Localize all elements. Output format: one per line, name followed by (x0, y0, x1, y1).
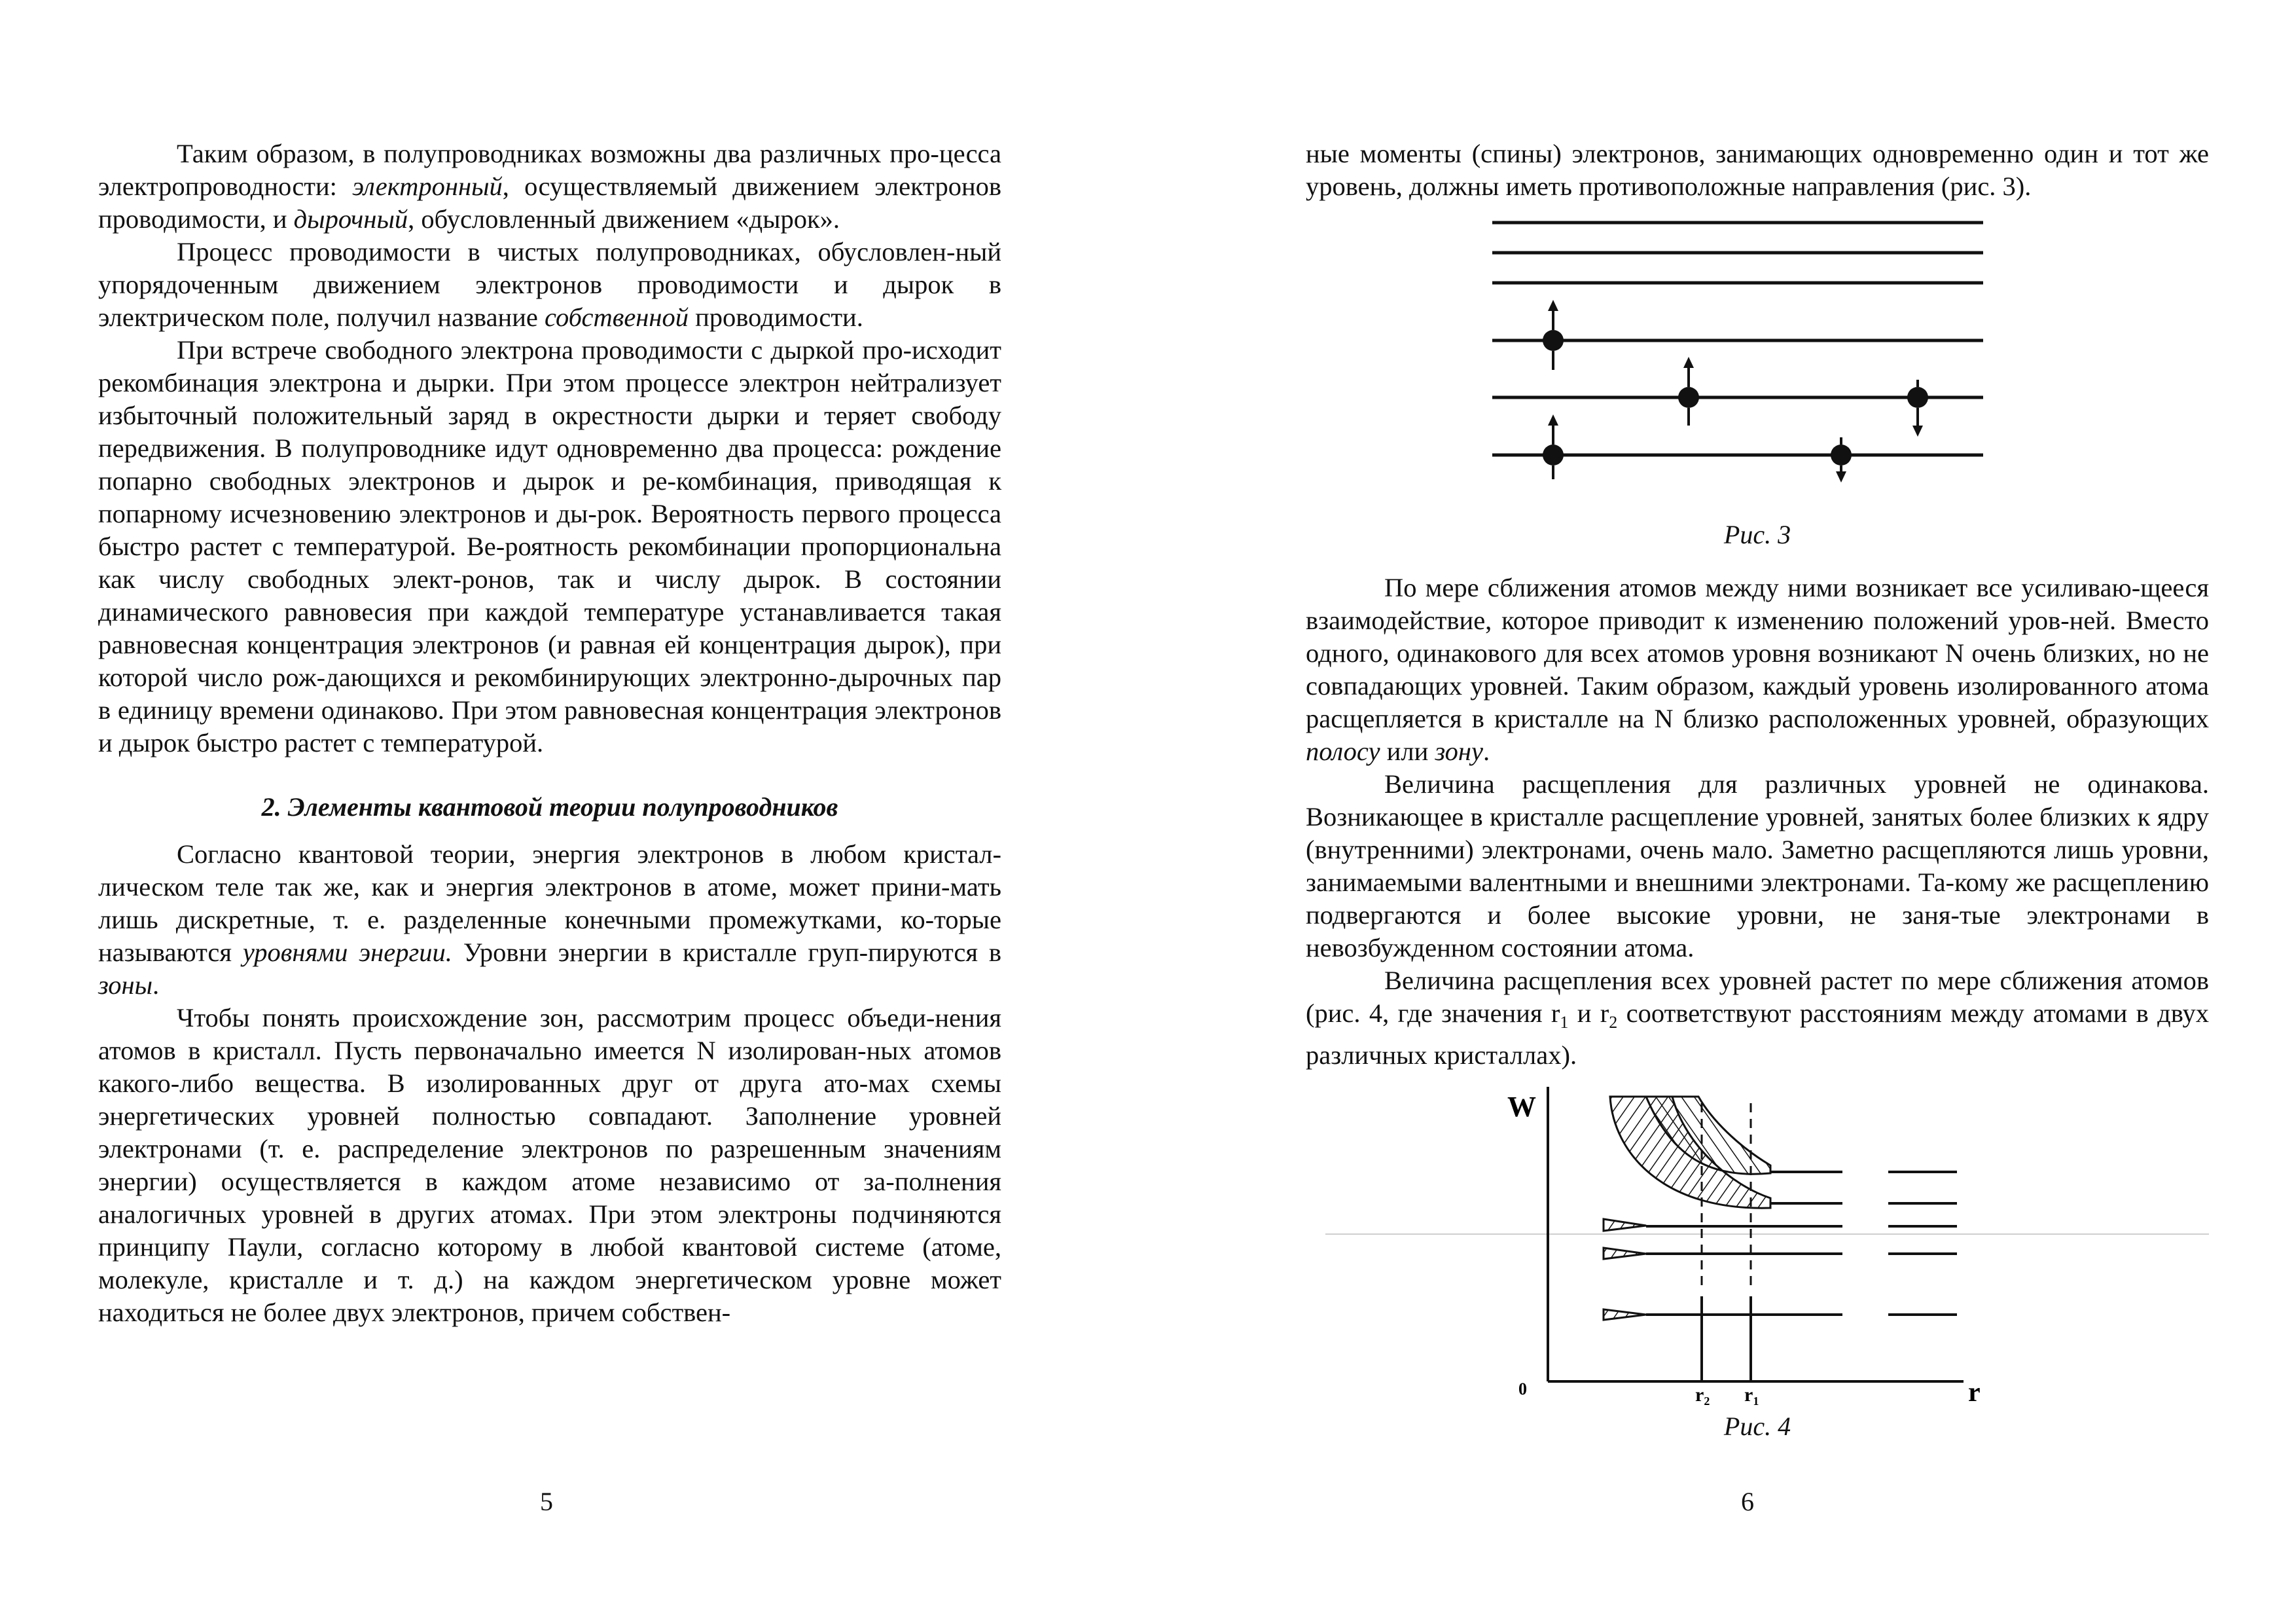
left-page-text (98, 137, 1001, 1329)
electron-spin-down (1907, 380, 1928, 437)
paragraph: Чтобы понять происхождение зон, рассмотрим процесс объеди-нения атомов в кристалл. Пусть первоначально имеется N изолирован-ных атомов какого-либо вещества. В изолированных друг от друга ато-мах схемы энергетических уровней полностью совпадают. Заполнение уровней электронами (т. е. распределение электронов по разрешенным значениям энергии) осуществляется в каждом атоме независимо от за-полнения аналогичных уровней в других атомах. При этом электроны подчиняются принципу Паули, согласно которому в любой квантовой системе (атоме, молекуле, кристалле и т. д.) на каждом энергетическом уровне может находиться не более двух электронов, причем собствен- (98, 1003, 1001, 1327)
paragraph: Таким образом, в полупроводниках возможны два различных про-цесса электропроводности: электронный, осуществляемый движением электронов проводимости, и дырочный, обусловленный движением «дырок». (98, 139, 1002, 234)
r2-label: $r_2$ (1695, 1384, 1710, 1408)
paragraph: Согласно квантовой теории, энергия электронов в любом кристал-лическом теле так же, как и энергия электронов в атоме, может прини-мать лишь дискретные, т. е. разделенные конечными промежутками, ко-торые называются уровнями энергии. Уровни энергии в кристалле груп-пируются в зоны. (98, 839, 1001, 1000)
paragraph: Величина расщепления для различных уровней не одинакова. Возникающее в кристалле расщепление уровней, занятых более близких к ядру (внутренними) электронами, очень мало. Заметно расщепляются лишь уровни, занимаемыми валентными и внешними электронами. Та-кому же расщеплению подвергаются и более высокие уровни, не заня-тые электронами в невозбужденном состоянии атома. (1306, 769, 2209, 962)
electron-spin-up (1543, 414, 1564, 479)
figure-3-energy-levels (1306, 210, 2209, 484)
section-heading: 2. Элементы квантовой теории полупроводников (261, 792, 838, 822)
page-number: 6 (1741, 1487, 1754, 1516)
figure-4-caption: Рис. 4 (1723, 1412, 1791, 1441)
electron-spin-down (1831, 437, 1852, 483)
right-page-text (1306, 572, 2209, 1072)
paragraph: По мере сближения атомов между ними возникает все усиливаю-щееся взаимодействие, которое приводит к изменению положений уров-ней. Вместо одного, одинакового для всех атомов уровня возникают N очень близких, но не совпадающих уровней. Таким образом, каждый уровень изолированного атома расщепляется в кристалле на N близко расположенных уровней, образующих полосу или зону. (1306, 573, 2209, 766)
paragraph: Величина расщепления всех уровней растет по мере сближения атомов (рис. 4, где значения $r_1$ и $r_2$ соответствуют расстояниям между атомами в двух различных кристаллах). (1306, 966, 2209, 1070)
x-axis-label: r (1968, 1377, 1981, 1408)
paragraph: Процесс проводимости в чистых полупроводниках, обусловлен-ный упорядоченным движением электронов проводимости и дырок в электрическом поле, получил название собственной проводимости. (98, 237, 1001, 332)
figure-3-caption: Рис. 3 (1723, 520, 1791, 549)
paragraph: При встрече свободного электрона проводимости с дыркой про-исходит рекомбинация электрона и дырки. При этом процессе электрон нейтрализует избыточный положительный заряд в окрестности дырки и теряет свободу передвижения. В полупроводнике идут одновременно два процесса: рождение попарно свободных электронов и дырок и ре-комбинация, приводящая к попарному исчезновению электронов и ды-рок. Вероятность первого процесса быстро растет с температурой. Ве-роятность рекомбинации пропорциональна как числу свободных элект-ронов, так и числу дырок. В состоянии динамического равновесия при каждой температуре устанавливается такая равновесная концентрация электронов (и равная ей концентрация дырок), при которой число рож-дающихся и рекомбинирующих электронно-дырочных пар в единицу времени одинаково. При этом равновесная концентрация электронов и дырок быстро растет с температурой. (98, 335, 1001, 757)
electron-spin-up (1678, 357, 1699, 426)
figure-4-band-splitting (1306, 1054, 2209, 1421)
r1-label: $r_1$ (1744, 1384, 1759, 1408)
paragraph: ные моменты (спины) электронов, занимающих одновременно один и тот же уровень, должны иметь противоположные направления (рис. 3). (1306, 139, 2209, 201)
electron-spin-up (1543, 300, 1564, 370)
page-number: 5 (540, 1487, 553, 1516)
origin-label: 0 (1518, 1379, 1527, 1398)
y-axis-label: W (1507, 1091, 1536, 1123)
